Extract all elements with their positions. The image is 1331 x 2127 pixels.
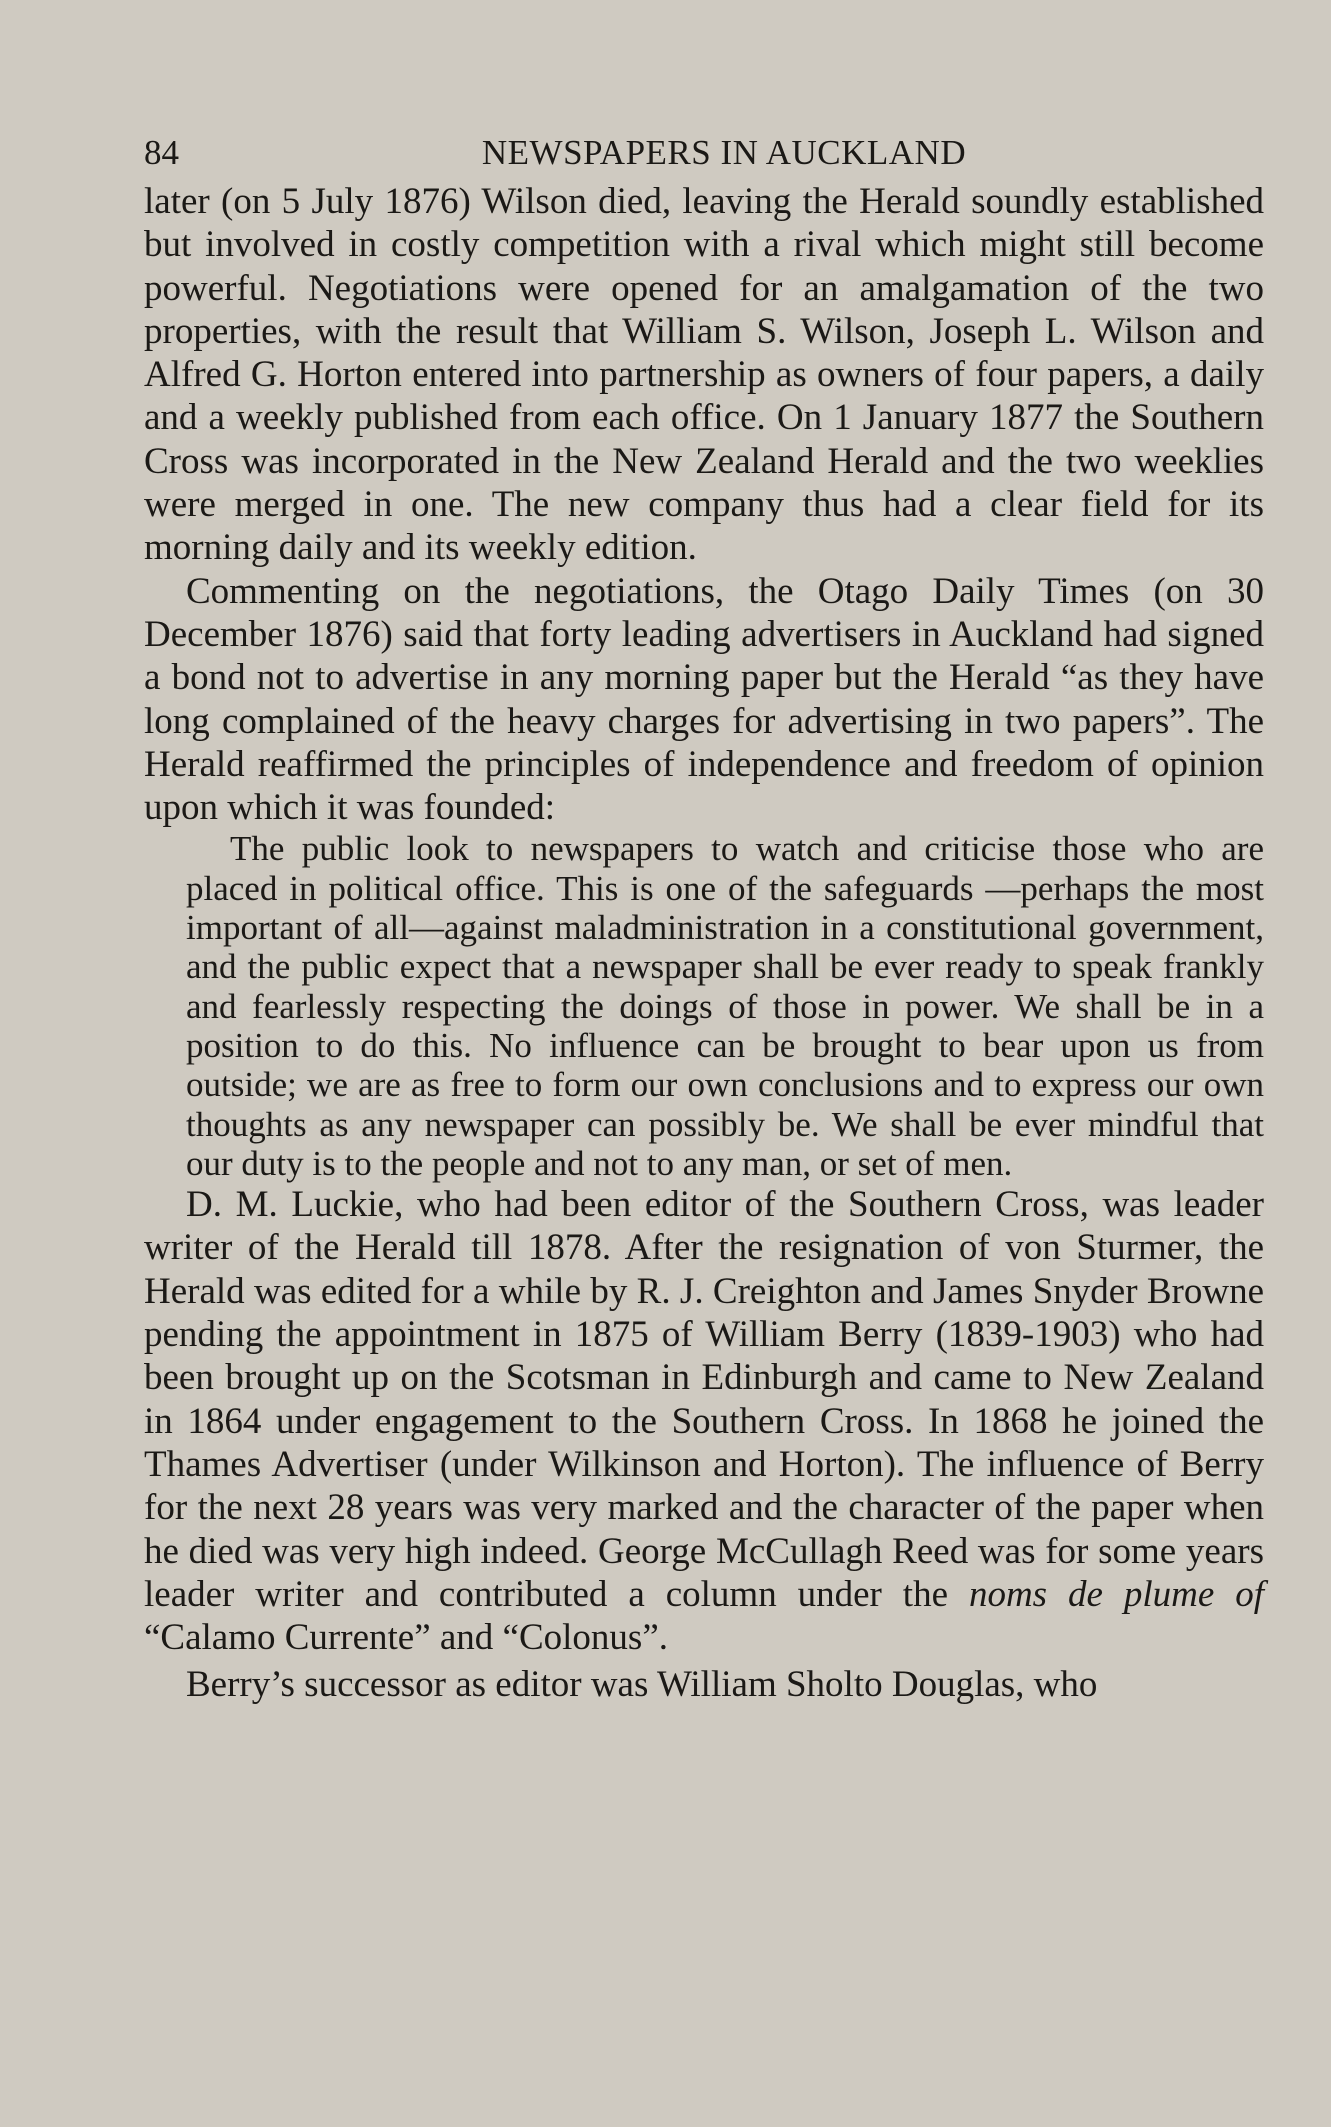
paragraph-editors [144,1183,1264,1659]
paragraph-otago-daily-times: Commenting on the negotiations, the Otago Daily Times (on 30 December 1876) said that forty leading advertisers in Auckland had signed a bond not to advertise in any morning paper but the Herald “as they have long complained of the heavy charges for advertising in two papers”. The Herald reaffirmed the principles of independence and freedom of opinion upon which it was founded: [144,570,1264,829]
paragraph-berry-successor: Berry’s successor as editor was William Sholto Douglas, who [186,1664,1098,1706]
book-page [144,128,1264,1707]
herald-quotation [186,829,1264,1183]
running-title: NEWSPAPERS IN AUCKLAND [481,133,967,172]
quotation-text: The public look to newspapers to watch and criticise those who are placed in political office. This is one of the safeguards —perhaps the most important of all—against maladministration in a constitutional government, and the public expect that a newspaper shall be ever ready to speak frankly and fearlessly respecting the doings of those in power. We shall be in a position to do this. No influence can be brought to bear upon us from outside; we are as free to form our own conclusions and to express our own thoughts as any newspaper can possibly be. We shall be ever mindful that our duty is to the people and not to any man, or set of men. [186,829,1264,1183]
paragraph-editors-lead: D. M. Luckie, who had been editor of the Southern Cross, was leader writer of the Herald till 1878. After the resignation of von Sturmer, the Herald was edited for a while by R. J. Creighton and James Snyder Browne pending the appointment in 1875 of William Berry (1839-1903) who had been brought up on the Scotsman in Edinburgh and came to New Zealand in 1864 under engagement to the Southern Cross. In 1868 he joined the Thames Advertiser (under Wilkinson and Horton). The influence of Berry for the next 28 years was very marked and the character of the paper when he died was very high indeed. George McCullagh Reed was for some years leader writer and contributed a column under the [144,1184,1264,1615]
running-head [144,128,1264,178]
body-text [144,180,1264,1707]
paragraph-editors-italic: noms de plume of [968,1573,1264,1615]
paragraph-editors-tail: “Calamo Currente” and “Colonus”. [144,1617,668,1659]
paragraph-wilson-death: later (on 5 July 1876) Wilson died, leaving the Herald soundly established but involved in costly competition with a rival which might still become powerful. Negotiations were opened for an amalgamation of the two properties, with the result that William S. Wilson, Joseph L. Wilson and Alfred G. Horton entered into partnership as owners of four papers, a daily and a weekly published from each office. On 1 January 1877 the Southern Cross was incorporated in the New Zealand Herald and the two weeklies were merged in one. The new company thus had a clear field for its morning daily and its weekly edition. [144,181,1264,569]
page-number: 84 [144,133,179,172]
